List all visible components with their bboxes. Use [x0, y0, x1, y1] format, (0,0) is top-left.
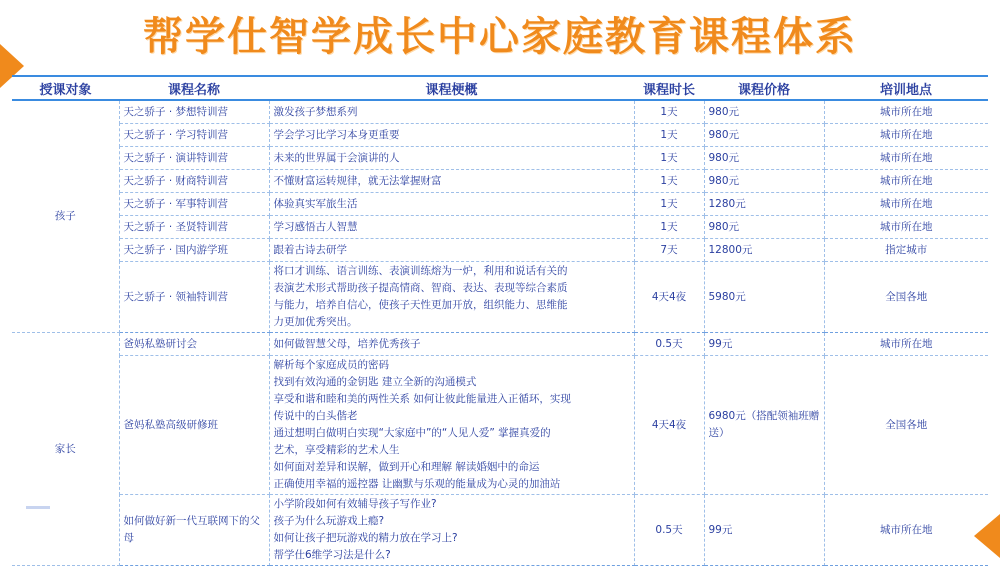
- location-cell: 指定城市: [824, 239, 988, 262]
- course-name-cell: 爸妈私塾高级研修班: [119, 356, 269, 495]
- summary-line: 如何让孩子把玩游戏的精力放在学习上?: [273, 532, 458, 544]
- table-row: [12, 100, 988, 124]
- summary-line: 孩子为什么玩游戏上瘾?: [273, 515, 385, 527]
- location-cell: 全国各地: [824, 262, 988, 333]
- summary-line: 如何面对差异和误解，做到开心和理解 解读婚姻中的命运: [273, 461, 540, 473]
- audience-cell: 家长: [12, 333, 119, 566]
- summary-line: 找到有效沟通的金钥匙 建立全新的沟通模式: [273, 376, 477, 388]
- duration-cell: 4天4夜: [634, 262, 704, 333]
- summary-line: 不懂财富运转规律，就无法掌握财富: [273, 174, 442, 187]
- price-cell: 980元: [704, 216, 824, 239]
- summary-line: 正确使用幸福的遥控器 让幽默与乐观的能量成为心灵的加油站: [273, 478, 561, 490]
- summary-line: 通过想明白做明白实现“大家庭中”的“人见人爱” 掌握真爱的: [273, 427, 551, 439]
- price-cell: 5980元: [704, 262, 824, 333]
- header-duration: 课程时长: [634, 76, 704, 100]
- summary-line: 跟着古诗去研学: [273, 243, 347, 256]
- header-audience: 授课对象: [12, 76, 119, 100]
- location-cell: 全国各地: [824, 356, 988, 495]
- course-summary-cell: [269, 193, 634, 216]
- price-cell: 12800元: [704, 239, 824, 262]
- price-cell: 99元: [704, 333, 824, 356]
- course-name-cell: 如何做好新一代互联网下的父母: [119, 495, 269, 566]
- summary-line: 未来的世界属于会演讲的人: [273, 151, 400, 164]
- summary-line: 表演艺术形式帮助孩子提高情商、智商、表达、表现等综合素质: [273, 282, 568, 294]
- summary-line: 学会学习比学习本身更重要: [273, 128, 400, 141]
- duration-cell: 4天4夜: [634, 356, 704, 495]
- price-cell: 980元: [704, 147, 824, 170]
- course-name-cell: 天之骄子 · 军事特训营: [119, 193, 269, 216]
- table-row: [12, 216, 988, 239]
- location-cell: 城市所在地: [824, 100, 988, 124]
- location-cell: 城市所在地: [824, 170, 988, 193]
- duration-cell: 1天: [634, 124, 704, 147]
- price-cell: 980元: [704, 100, 824, 124]
- table-row: [12, 193, 988, 216]
- course-summary-cell: [269, 239, 634, 262]
- course-summary-cell: [269, 262, 634, 333]
- table-row: [12, 333, 988, 356]
- summary-line: 激发孩子梦想系列: [273, 105, 358, 118]
- course-name-cell: 天之骄子 · 圣贤特训营: [119, 216, 269, 239]
- duration-cell: 7天: [634, 239, 704, 262]
- course-name-cell: 天之骄子 · 领袖特训营: [119, 262, 269, 333]
- course-name-cell: 天之骄子 · 财商特训营: [119, 170, 269, 193]
- table-row: [12, 356, 988, 495]
- header-course-name: 课程名称: [119, 76, 269, 100]
- location-cell: 城市所在地: [824, 216, 988, 239]
- course-summary-cell: [269, 147, 634, 170]
- location-cell: 城市所在地: [824, 333, 988, 356]
- summary-line: 力更加优秀突出。: [273, 316, 358, 328]
- audience-cell: 孩子: [12, 100, 119, 333]
- table-row: [12, 239, 988, 262]
- summary-line: 解析每个家庭成员的密码: [273, 359, 389, 371]
- course-table: [12, 75, 988, 566]
- table-row: [12, 170, 988, 193]
- course-name-cell: 天之骄子 · 学习特训营: [119, 124, 269, 147]
- price-cell: 6980元（搭配领袖班赠送）: [704, 356, 824, 495]
- course-summary-cell: [269, 356, 634, 495]
- course-name-cell: 爸妈私塾研讨会: [119, 333, 269, 356]
- summary-line: 体验真实军旅生活: [273, 197, 358, 210]
- price-cell: 980元: [704, 124, 824, 147]
- price-cell: 1280元: [704, 193, 824, 216]
- summary-line: 小学阶段如何有效辅导孩子写作业?: [273, 498, 437, 510]
- duration-cell: 1天: [634, 216, 704, 239]
- location-cell: 城市所在地: [824, 124, 988, 147]
- summary-line: 帮学仕6维学习法是什么?: [273, 549, 391, 561]
- header-summary: 课程梗概: [269, 76, 634, 100]
- table-row: [12, 495, 988, 566]
- duration-cell: 1天: [634, 147, 704, 170]
- duration-cell: 1天: [634, 193, 704, 216]
- location-cell: 城市所在地: [824, 495, 988, 566]
- summary-line: 传说中的白头偕老: [273, 410, 358, 422]
- summary-line: 将口才训练、语言训练、表演训练熔为一炉，利用和说话有关的: [273, 265, 568, 277]
- course-summary-cell: [269, 216, 634, 239]
- location-cell: 城市所在地: [824, 193, 988, 216]
- location-cell: 城市所在地: [824, 147, 988, 170]
- duration-cell: 0.5天: [634, 333, 704, 356]
- course-summary-cell: [269, 333, 634, 356]
- duration-cell: 1天: [634, 100, 704, 124]
- price-cell: 99元: [704, 495, 824, 566]
- header-location: 培训地点: [824, 76, 988, 100]
- header-price: 课程价格: [704, 76, 824, 100]
- summary-line: 艺术，享受精彩的艺术人生: [273, 444, 400, 456]
- course-name-cell: 天之骄子 · 梦想特训营: [119, 100, 269, 124]
- course-summary-cell: [269, 124, 634, 147]
- price-cell: 980元: [704, 170, 824, 193]
- course-summary-cell: [269, 495, 634, 566]
- table-row: [12, 124, 988, 147]
- course-name-cell: 天之骄子 · 国内游学班: [119, 239, 269, 262]
- course-summary-cell: [269, 170, 634, 193]
- duration-cell: 1天: [634, 170, 704, 193]
- summary-line: 学习感悟古人智慧: [273, 220, 358, 233]
- page-title: 帮学仕智学成长中心家庭教育课程体系: [143, 14, 857, 60]
- course-name-cell: 天之骄子 · 演讲特训营: [119, 147, 269, 170]
- course-summary-cell: [269, 100, 634, 124]
- table-row: [12, 262, 988, 333]
- summary-line: 享受和谐和睦和美的两性关系 如何让彼此能量进入正循环，实现: [273, 393, 571, 405]
- summary-line: 与能力，培养自信心，使孩子天性更加开放，组织能力、思维能: [273, 299, 568, 311]
- duration-cell: 0.5天: [634, 495, 704, 566]
- table-row: [12, 147, 988, 170]
- table-header-row: [12, 76, 988, 100]
- summary-line: 如何做智慧父母，培养优秀孩子: [273, 337, 421, 350]
